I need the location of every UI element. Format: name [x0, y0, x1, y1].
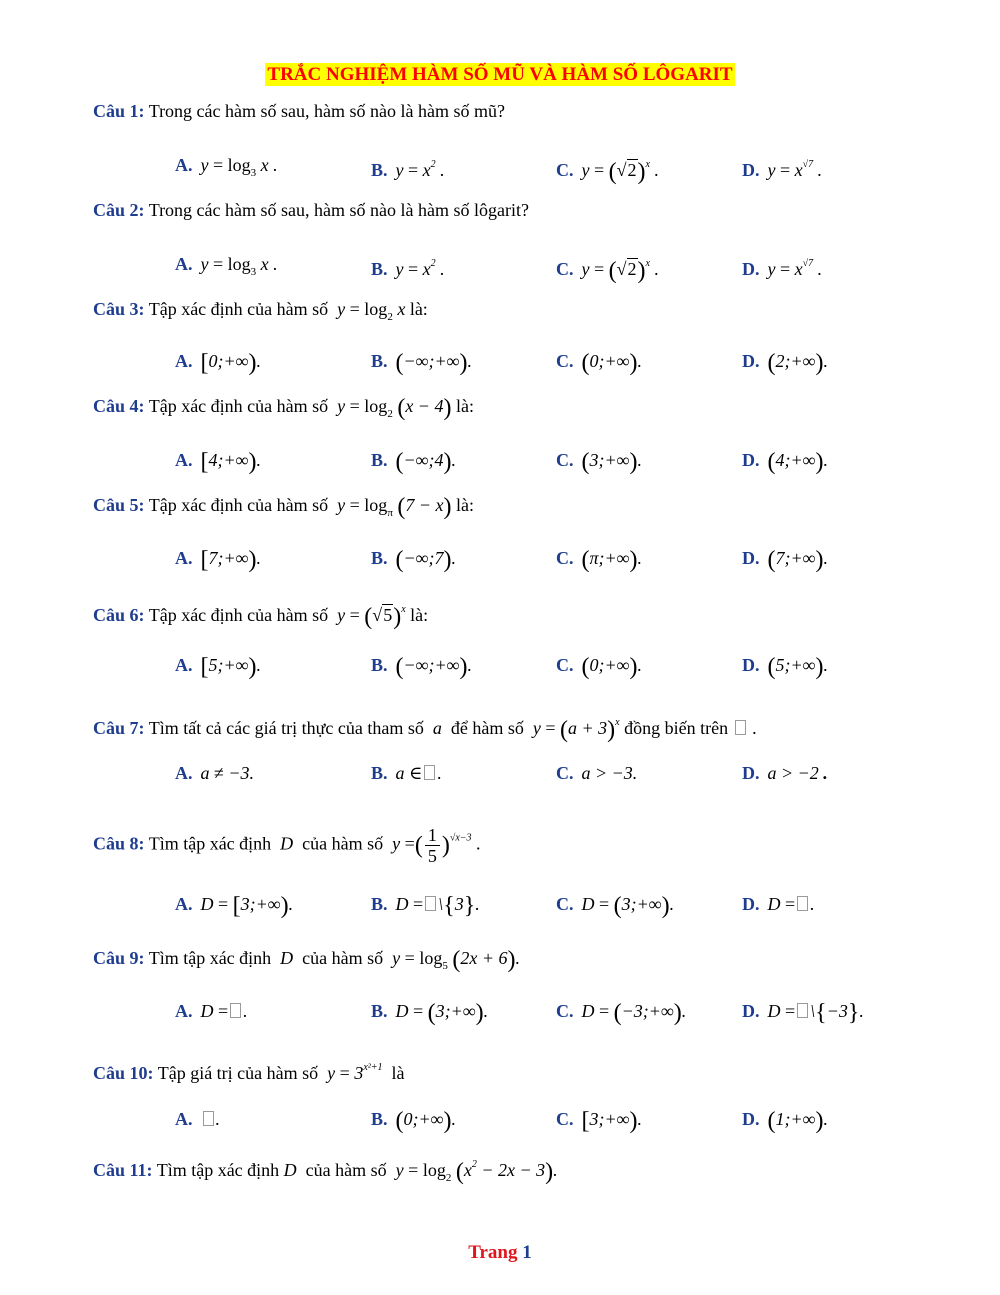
option-a[interactable]: A. $y = \log_3 x$ .: [175, 155, 278, 179]
question-text-after: là: [391, 1063, 405, 1083]
question-label: Câu 9:: [93, 948, 145, 968]
footer-word: Trang: [468, 1242, 518, 1263]
question-text-after: là:: [409, 299, 428, 319]
question-text: Trong các hàm số sau, hàm số nào là hàm số lôgarit?: [148, 200, 529, 220]
question-text: Tìm tập xác định: [148, 948, 272, 968]
question-5: Câu 5: Tập xác định của hàm số $y = \log_\pi (7 - x)$ là:: [93, 494, 475, 520]
option-a[interactable]: A. [7;+∞).: [175, 547, 261, 573]
options-row-10: [0, 1104, 1000, 1134]
question-text-after: đồng biến trên: [624, 718, 729, 738]
option-d[interactable]: D. $y = x^{√7}$ .: [742, 159, 823, 180]
option-a[interactable]: A. [4;+∞).: [175, 449, 261, 475]
question-label: Câu 11:: [93, 1160, 153, 1180]
options-row-8: [0, 889, 1000, 919]
question-text-after: là:: [455, 396, 474, 416]
option-b[interactable]: B. (−∞;4).: [371, 449, 456, 475]
question-text-after: là:: [410, 605, 429, 625]
option-b[interactable]: B. a ∈ .: [371, 763, 442, 783]
question-label: Câu 8:: [93, 833, 145, 854]
option-b[interactable]: B. (−∞;+∞).: [371, 654, 472, 680]
page-footer: [0, 1242, 1000, 1264]
option-c[interactable]: C. (0;+∞).: [556, 350, 642, 376]
question-text-mid: của hàm số: [302, 948, 384, 968]
option-d[interactable]: D. (1;+∞).: [742, 1108, 828, 1134]
option-a[interactable]: A. D = [3;+∞).: [175, 893, 294, 919]
option-a[interactable]: A. [5;+∞).: [175, 654, 261, 680]
options-row-5: [0, 543, 1000, 573]
missing-glyph-box: [424, 765, 435, 780]
option-d[interactable]: D. D = .: [742, 894, 815, 914]
option-c[interactable]: C. $y = (√2)^x$ .: [556, 258, 659, 284]
options-row-4: [0, 445, 1000, 475]
option-b[interactable]: B. $y = x^2$ .: [371, 258, 445, 279]
option-a[interactable]: A. [0;+∞).: [175, 350, 261, 376]
question-text: Tìm tập xác định: [148, 833, 272, 854]
options-row-2: [0, 249, 1000, 284]
question-3: Câu 3: Tập xác định của hàm số $y = \log_2 x$ là:: [93, 299, 428, 323]
question-label: Câu 1:: [93, 101, 145, 121]
options-row-7: [0, 758, 1000, 788]
question-label: Câu 2:: [93, 200, 145, 220]
question-11: Câu 11: Tìm tập xác định D của hàm số $y = \log_2 (x^2 - 2x - 3)$.: [93, 1159, 558, 1185]
option-d[interactable]: D. $y = x^{√7}$ .: [742, 258, 823, 279]
question-text: Tập xác định của hàm số: [148, 299, 329, 319]
options-row-6: [0, 650, 1000, 680]
option-d[interactable]: D. D = \{−3}.: [742, 1000, 864, 1026]
option-a[interactable]: A. $y = \log_3 x$ .: [175, 254, 278, 278]
question-10: Câu 10: Tập giá trị của hàm số $y = 3^{x^2+1}$ là: [93, 1062, 405, 1083]
options-row-3: [0, 346, 1000, 376]
page-number: 1: [522, 1242, 532, 1263]
option-b[interactable]: B. $y = x^2$ .: [371, 159, 445, 180]
document-title-text: TRẮC NGHIỆM HÀM SỐ MŨ VÀ HÀM SỐ LÔGARIT: [267, 64, 733, 85]
option-a[interactable]: A. D = .: [175, 1001, 248, 1021]
question-text-mid: của hàm số: [302, 833, 384, 854]
question-2: [93, 197, 529, 223]
question-label: Câu 4:: [93, 396, 145, 416]
option-c[interactable]: C. D = (−3;+∞).: [556, 1000, 687, 1026]
option-b[interactable]: B. D = (3;+∞).: [371, 1000, 489, 1026]
question-6: Câu 6: Tập xác định của hàm số $y = (√5)^x$ là:: [93, 604, 429, 630]
question-text: Tìm tất cả các giá trị thực của tham số: [148, 718, 424, 738]
option-b[interactable]: B. (0;+∞).: [371, 1108, 456, 1134]
question-label: Câu 5:: [93, 495, 145, 515]
question-label: Câu 10:: [93, 1063, 154, 1083]
question-text: Tập xác định của hàm số: [148, 605, 329, 625]
options-row-1: [0, 150, 1000, 185]
question-text: Tập xác định của hàm số: [148, 495, 329, 515]
missing-glyph-box: [203, 1111, 214, 1126]
question-label: Câu 7:: [93, 718, 145, 738]
question-text: Tìm tập xác định: [156, 1160, 280, 1180]
document-title: [0, 64, 1000, 86]
missing-glyph-box: [797, 1003, 808, 1018]
option-d[interactable]: D. (7;+∞).: [742, 547, 828, 573]
question-7: Câu 7: Tìm tất cả các giá trị thực của tham số a để hàm số $y = (a + 3)^x$ đồng biến trên .: [93, 717, 757, 743]
options-row-9: [0, 996, 1000, 1026]
question-label: Câu 6:: [93, 605, 145, 625]
option-b[interactable]: B. (−∞;+∞).: [371, 350, 472, 376]
option-c[interactable]: C. D = (3;+∞).: [556, 893, 675, 919]
question-text-mid: để hàm số: [450, 718, 524, 738]
question-text: Tập xác định của hàm số: [148, 396, 329, 416]
question-1: [93, 98, 505, 124]
question-4: Câu 4: Tập xác định của hàm số $y = \log_2 (x - 4)$ là:: [93, 395, 474, 421]
missing-glyph-box: [735, 720, 746, 735]
question-text: Tập giá trị của hàm số: [157, 1063, 319, 1083]
option-b[interactable]: B. D = \{3}.: [371, 893, 480, 919]
option-c[interactable]: C. [3;+∞).: [556, 1108, 642, 1134]
option-d[interactable]: D. (2;+∞).: [742, 350, 828, 376]
question-text: Trong các hàm số sau, hàm số nào là hàm số mũ?: [148, 101, 505, 121]
option-d[interactable]: D. (4;+∞).: [742, 449, 828, 475]
question-9: Câu 9: Tìm tập xác định D của hàm số $y = \log_5 (2x + 6)$.: [93, 947, 520, 973]
option-b[interactable]: B. (−∞;7).: [371, 547, 456, 573]
missing-glyph-box: [797, 896, 808, 911]
option-a[interactable]: A. a ≠ −3.: [175, 763, 255, 783]
missing-glyph-box: [230, 1003, 241, 1018]
question-text-after: là:: [456, 495, 475, 515]
option-a[interactable]: A. .: [175, 1109, 220, 1129]
option-d[interactable]: D. a > −2 .: [742, 763, 828, 783]
question-label: Câu 3:: [93, 299, 145, 319]
option-c[interactable]: C. (0;+∞).: [556, 654, 642, 680]
missing-glyph-box: [425, 896, 436, 911]
option-d[interactable]: D. (5;+∞).: [742, 654, 828, 680]
question-8: Câu 8: Tìm tập xác định D của hàm số y =( $\frac{1}{5}$ )$^{√x-3}$ .: [93, 825, 481, 866]
option-c[interactable]: C. $y = (√2)^x$ .: [556, 159, 659, 185]
option-c[interactable]: C. (3;+∞).: [556, 449, 642, 475]
question-text-mid: của hàm số: [305, 1160, 387, 1180]
option-c[interactable]: C. a > −3.: [556, 763, 638, 783]
option-c[interactable]: C. (π;+∞).: [556, 547, 642, 573]
